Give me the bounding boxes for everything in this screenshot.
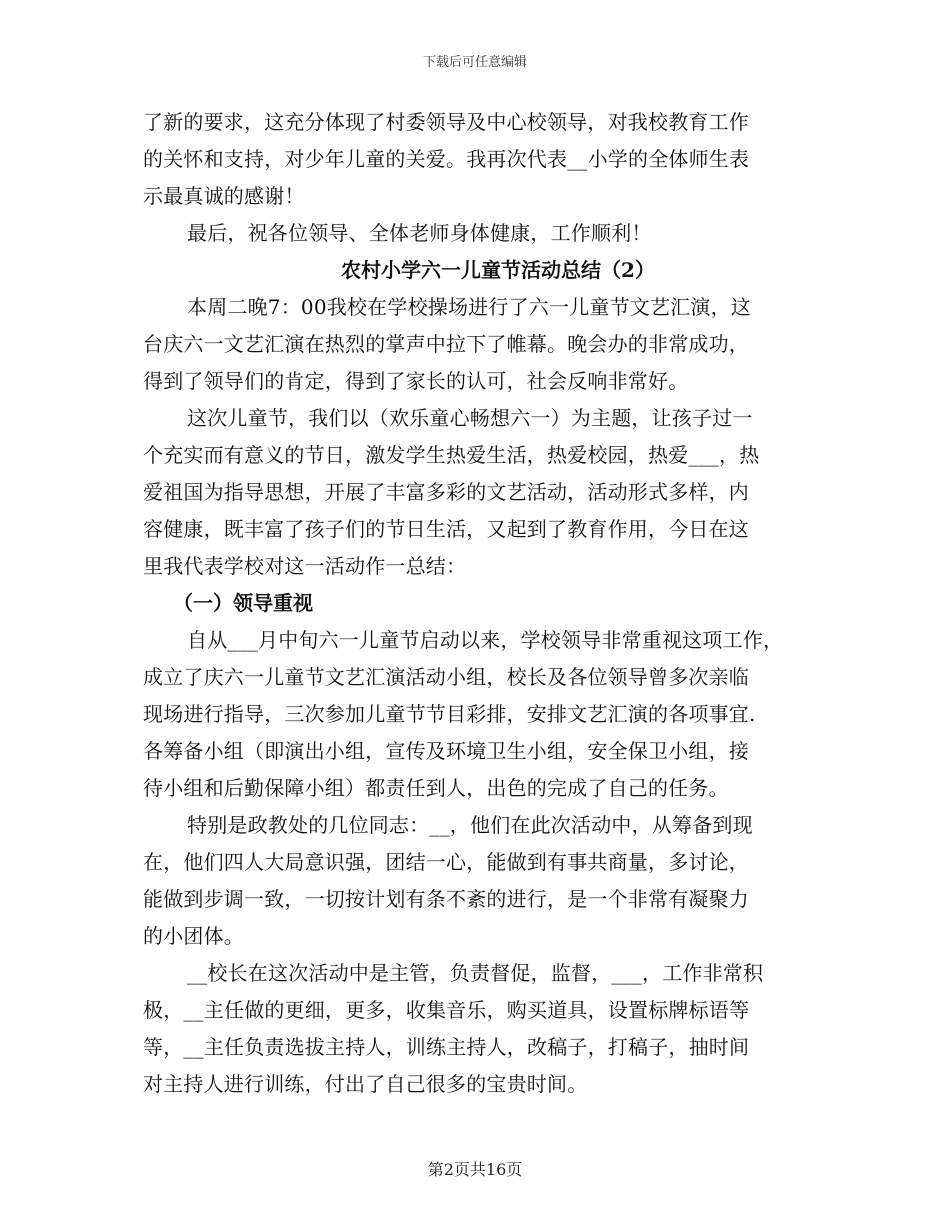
- page-number: 第2页共16页: [427, 1160, 523, 1179]
- text-line: 里我代表学校对这一活动作一总结：: [143, 554, 467, 578]
- text-line: 极，__主任做的更细，更多，收集音乐，购买道具，设置标牌标语等: [143, 998, 750, 1022]
- text-line: 容健康，既丰富了孩子们的节日生活，又起到了教育作用，今日在这: [143, 517, 749, 541]
- text-line: 台庆六一文艺汇演在热烈的掌声中拉下了帷幕。晚会办的非常成功，: [143, 332, 749, 356]
- text-line: 爱祖国为指导思想，开展了丰富多彩的文艺活动，活动形式多样，内: [143, 480, 749, 504]
- text-line: 能做到步调一致，一切按计划有条不紊的进行，是一个非常有凝聚力: [143, 887, 749, 911]
- text-line: 各筹备小组（即演出小组，宣传及环境卫生小组，安全保卫小组，接: [143, 739, 749, 763]
- text-line: 这次儿童节，我们以（欢乐童心畅想六一）为主题，让孩子过一: [187, 406, 753, 430]
- text-line: __校长在这次活动中是主管，负责督促，监督，___，工作非常积: [187, 961, 764, 985]
- text-line: 了新的要求，这充分体现了村委领导及中心校领导，对我校教育工作: [143, 110, 749, 134]
- document-body: [143, 104, 823, 1103]
- text-line: 成立了庆六一儿童节文艺汇演活动小组，校长及各位领导曾多次亲临: [143, 665, 749, 689]
- text-line: 的小团体。: [143, 924, 244, 948]
- text-line: 现场进行指导，三次参加儿童节节目彩排，安排文艺汇演的各项事宜.: [143, 702, 756, 726]
- text-line: 示最真诚的感谢！: [143, 184, 305, 208]
- text-line: 对主持人进行训练，付出了自己很多的宝贵时间。: [143, 1072, 588, 1096]
- text-line: 个充实而有意义的节日，激发学生热爱生活，热爱校园，热爱___，热: [143, 443, 760, 467]
- text-line: 得到了领导们的肯定，得到了家长的认可，社会反响非常好。: [143, 369, 689, 393]
- text-line: 自从___月中旬六一儿童节启动以来，学校领导非常重视这项工作，: [187, 628, 784, 652]
- text-line: 的关怀和支持，对少年儿童的关爱。我再次代表__小学的全体师生表: [143, 147, 750, 171]
- text-line: 在，他们四人大局意识强，团结一心，能做到有事共商量，多讨论，: [143, 850, 749, 874]
- section-title: 农村小学六一儿童节活动总结（2）: [341, 258, 655, 282]
- text-line: 最后，祝各位领导、全体老师身体健康，工作顺利！: [187, 221, 652, 245]
- page-header-note: 下载后可任意编辑: [422, 55, 527, 70]
- subsection-heading: （一）领导重视: [173, 591, 313, 615]
- text-line: 本周二晚7：00我校在学校操场进行了六一儿童节文艺汇演，这: [187, 295, 751, 319]
- text-line: 待小组和后勤保障小组）都责任到人，出色的完成了自己的任务。: [143, 776, 729, 800]
- text-line: 特别是政教处的几位同志：__，他们在此次活动中，从筹备到现: [187, 813, 753, 837]
- text-line: 等，__主任负责选拔主持人，训练主持人，改稿子，打稿子，抽时间: [143, 1035, 750, 1059]
